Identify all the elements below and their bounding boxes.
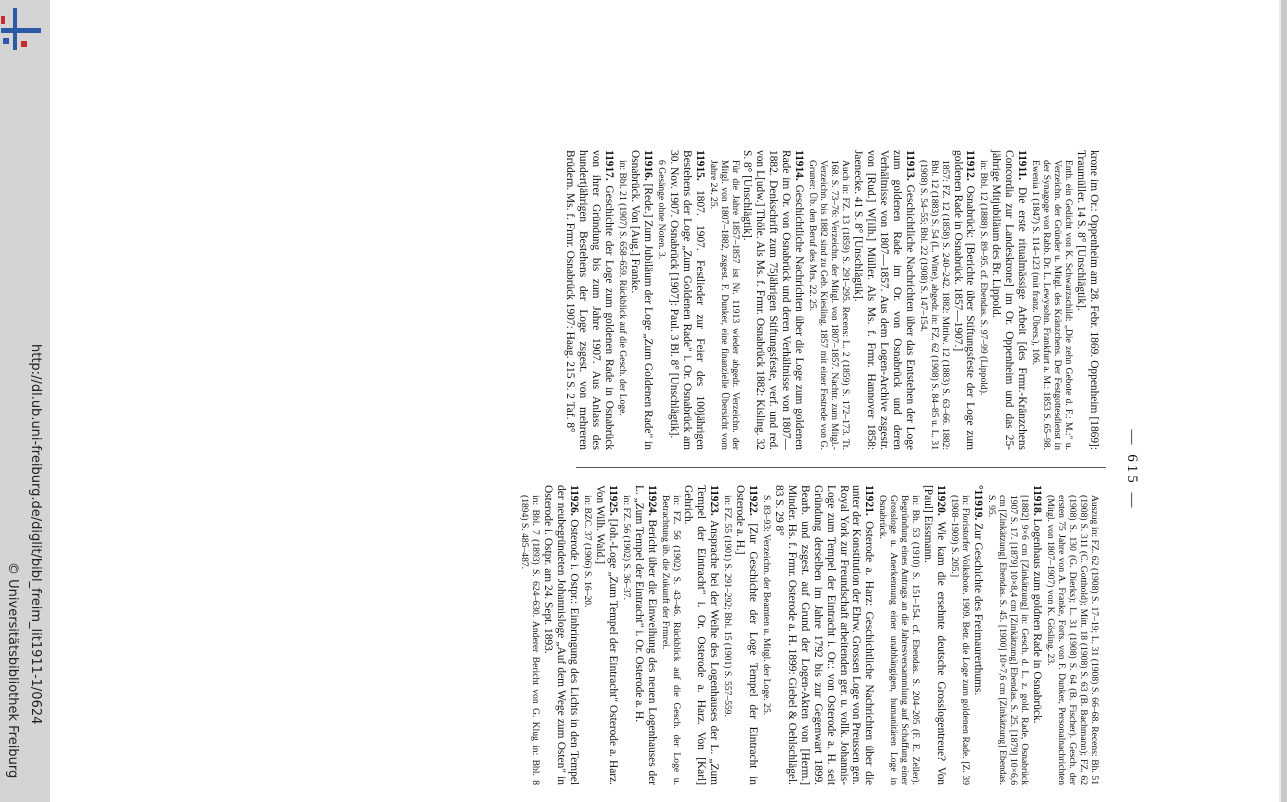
entry-note: Für die Jahre 1857–1857 ist Nr. 11913 wieder abgedr. Verzeichn. der Mitgl. von 1807–1882, zsgest. F. Dunker, eine finanzielle Übersicht vom Jahre 24. 25. xyxy=(707,160,741,450)
entry-note: in: Bh. 53 (1910) S. 151–154. cf. Ebendas. S. 204–205 (F. E. Zeller). Begründung eines Antrags an die Jahresversammlung auf Schaffung einer Grossloge u. Anerkennung einer unabhängigen, humanitären Loge in Osnabrück. xyxy=(877,495,922,785)
left-column xyxy=(561,150,1100,450)
entry-number: °11919. xyxy=(972,485,985,524)
entry-number: 11913. xyxy=(903,150,916,185)
entry-note: in: FZ. 56 (1902) S. 43–46. Rückblick auf die Gesch. der Loge u. Betrachtung üb. die Zukunft der Frmrei. xyxy=(659,495,682,785)
entry-note: S. 83–93: Verzeichn. der Beamten u. Mitgl. der Loge. 25. xyxy=(761,495,773,716)
entry-number: 11925. xyxy=(606,485,619,519)
scanned-page xyxy=(180,150,1140,790)
entry-number: 11924. xyxy=(645,485,658,520)
bibliography-entry xyxy=(582,485,619,785)
entry-note: Auch in: FZ. 13 (1859) S. 291–295. Recens: L. 2 (1859) S. 172–173. Tt. 168. S. 73–76: Verzeichn. der Mitgl. von 1807–1857. Nachtr. zum Mitgl.-Verzeichn. bis 1882 sind zu Geb. Kiesling. 1857 mit einer Festrede von G. Gruner: Üb. den Beruf des Mrs. 22. 25. xyxy=(807,160,852,450)
entry-number: 11915. xyxy=(693,150,706,191)
entry-title: [Joh.-Loge „Zum Tempel der Eintracht" Osterode a. Harz. Von Wilh. Wald.] xyxy=(593,485,619,785)
entry-title: krone im Or.: Oppenheim am 28. Febr. 1869. Oppenheim [1869]: Traumüller. 14 S. 8° [Unschlägtik]. xyxy=(1075,150,1100,450)
entry-number: 11917. xyxy=(603,150,616,186)
right-scrollbar[interactable] xyxy=(1281,0,1287,802)
entry-title: Geschichte der Loge zum goldenen Rade in Osnabrück von ihrer Gründung bis zum Jahre 1907. Aus Anlass des hundertjährigen Bestehens der Loge zsgest. von mehreren Brüdern. Ms. f. Frmr. Osnabrück 1907: Haag. 215 S. 2 Taf. 8° xyxy=(564,150,616,450)
bibliography-entry xyxy=(621,485,658,785)
entry-note: 1857: FZ. 12 (1858) S. 240–242. 1882: Mittlw. 12 (1883) S. 63–66. 1882: Bbl. 12 (1883) S. 54 (L. Witte), abgedr. in: FZ. 62 (1908) S. 84–85 u. L. 31 (1908) S. 54–55; Bbl. 22 (1908) S. 147–154. xyxy=(917,160,951,450)
entry-note: 6 Gesänge ohne Noten. 3. xyxy=(655,160,667,260)
entry-number: 11911. xyxy=(1016,150,1029,187)
entry-number: 11920. xyxy=(935,485,948,522)
entry-note: in: Floristorfer Volksbote. 1909. Betr. die Loge zum goldenen Rade. [Z. 39 (1908–1909) S. 205.] xyxy=(949,495,972,785)
entry-note: in: Bbl. 12 (1888) S. 89–95. cf. Ebendas. S. 97–99 (Lippold). xyxy=(978,160,990,396)
bibliography-entry xyxy=(656,150,706,450)
entry-title: Osterode a. Harz: Geschichtliche Nachrichten über die unter der Konstitution der Ehrw. Grossen Loge von Preussen gen. Royal York zur Freundschaft arbeitenden ger. u. vollk. Johannis-Loge zum Tempel der Eintracht i. Or.: von Osterode a. H. seit Gründung derselben im Jahre 1792 bis zur Gegenwart 1899. Bearb. und zsgest. auf Grund der Logen-Akten von [Herm.] Minder. Hs. f. Frmr. Osterode a. H. 1899: Giebel & Oehlschlägel. 83 S. 29 8° xyxy=(773,485,876,786)
entry-title: Wie kam die ersehnte deutsche Grosslogentreue? Von [Paul] Eissmann. xyxy=(922,485,948,785)
column-divider xyxy=(576,467,1106,468)
entry-note: in: BZC. 37 (1906) S. 16–20. xyxy=(581,495,593,608)
entry-title: Osterode i. Ostpr.: Einbringung des Lichts in den Tempel der neubegründeten Johannisloge „Auf dem Wege zum Osten" in Osterode i. Ostpr. am 24. Sept. 1893. xyxy=(542,485,580,785)
bibliography-entry xyxy=(877,485,947,785)
entry-note: in: FZ. 55 (1901) S. 291–292; Bbl. 15 (1901) S. 557–559. xyxy=(722,495,734,717)
bibliography-entry xyxy=(918,150,977,450)
entry-note: Auszug in: FZ. 62 (1908) S. 17–19; L. 31 (1908) S. 66–68. Recens: Bh. 51 (1908) S. 311 (C. Gotthold); Mitt. 18 (1908) S. 63 (B. Bachmann); FZ. 62 (1908) S. 130 (G. Dierks); L. 31 (1908) S. 64 (B. Fischer). Gesch. der ersten 75 Jahre von A. Franke, Forts. von F. Dunker, Personalnachrichten (Mitgl. von 1807–1907) von K. Gösling. 23. xyxy=(1045,495,1100,785)
entry-title: Zur Geschichte des Freimaurerthums. xyxy=(972,523,985,696)
page-number: — 615 — xyxy=(1124,429,1140,511)
entry-title: Geschichtliche Nachrichten über die Loge zum goldenen Rade im Or. von Osnabrück und deren Verhältnisse von 1807—1882. Denkschrift zum 75jährigen Stiftungsfeste, verf. und red. von L[udw.] Thöle. Als Ms. f. Frmr. Osnabrück 1882: Kisling. 32 S. 8° [Unschlägtik]. xyxy=(741,150,806,450)
entry-title: Ansprache bei der Weihe des Logenhauses der L. „Zum Tempel der Eintracht" i. Or. Osterode a. Harz. Von [Karl] Gehrich. xyxy=(682,485,721,785)
bibliography-entry xyxy=(1045,485,1100,785)
bibliography-entry xyxy=(986,485,1043,785)
right-column xyxy=(517,485,1100,785)
entry-number: 11918. xyxy=(1031,485,1043,519)
bibliography-entry xyxy=(761,485,875,785)
entry-number: 11922. xyxy=(747,485,760,524)
bibliography-entry xyxy=(519,485,580,785)
entry-title: Logenhaus zum goldnen Rade in Osnabrück. xyxy=(1031,518,1043,724)
bibliography-entry xyxy=(1030,150,1100,450)
document-url[interactable]: http://dl.ub.uni-freiburg.de/diglit/bibl_freim_lit1911-1/0624 xyxy=(28,344,43,725)
bibliography-entry xyxy=(708,150,806,450)
entry-note: Enth. ein Gedicht von K. Schwarzschild: „Die zehn Gebote d. F.: M.:" u. Verzeichn. der Gründer u. Mitgl. des Kränzchens. Der Festgottesdienst in der Synagoge von Rabb. Dr. L. Lewysohn. Frankfurt a. M.: 1853 S. 65–98. Ewenia 1 (1847) S. 114–123 (mit franz. Übers.), 106. xyxy=(1030,160,1075,450)
copyright-notice: © Universitätsbibliothek Freiburg xyxy=(5,562,20,779)
entry-note: in: Bbl. 7 (1893) S. 624–630. Anderer Bericht von G. Klug in: Bbl. 8 (1894) S. 485–487. xyxy=(519,495,542,785)
bibliography-entry xyxy=(949,485,984,785)
bibliography-entry xyxy=(722,485,759,785)
entry-number: 11914. xyxy=(793,150,806,185)
entry-note: in: FZ. 56 (1902) S. 36–37. xyxy=(620,495,632,601)
entry-title: Bericht über die Einweihung des neuen Logenhauses der L. „Zum Tempel der Eintracht" i. Or. Osterode a. H. xyxy=(632,485,658,785)
entry-number: 11916. xyxy=(641,150,654,184)
entry-number: 11912. xyxy=(964,150,977,186)
library-logo-icon xyxy=(1,8,41,50)
entry-title: 1807. 1907. Festlieder zur Feier des 100jährigen Bestehens der Loge „Zum Goldenen Rade" i. Or. Osnabrück am 30. Nov. 1907. Osnabrück [1907]: Paul. 3 Bl. 8° [Unschlägtik]. xyxy=(667,150,706,450)
entry-title: Osnabrück: [Berichte über Stiftungsfeste der Loge zum goldenen Rade in Osnabrück. 1857—1907.] xyxy=(951,150,977,451)
bibliography-entry xyxy=(978,150,1028,450)
bibliography-entry xyxy=(563,150,615,450)
entry-note: [1882] 9×6 cm [Zinkätzung] in: Gesch. d. L. z. gold. Rade, Osnabrück 1907 S. 17. [1879] 10×8,4 cm [Zinkätzung] Ebendas. S. 25. [1879] 10×6,6 cm [Zinkätzung] Ebendas. S. 45. [1900] 10×7,6 cm [Zinkätzung] Ebendas. S. 95. xyxy=(986,495,1031,785)
entry-number: 11921. xyxy=(863,485,876,522)
entry-number: 11926. xyxy=(567,485,580,520)
bibliography-entry xyxy=(617,150,654,450)
entry-title: Geschichtliche Nachrichten über das Entstehen der Loge zum goldenen Rade im Or. von Osnabrück und deren Verhältnisse von 1807—1857. Aus dem Logen-Archive zsgestr. von [Rud.] W[ilh.] Müller. Als Ms. f. Frmr. Hannover 1858: Jaenecke. 41 S. 8° [Unschlägtik]. xyxy=(852,150,916,450)
bibliography-entry xyxy=(660,485,721,785)
entry-title: Die erste ritualmässige Arbeit [des Frmr.-Kränzchens Concordia zur Landeskrone] im Or. Oppenheim und das 25-jährige Mitjubiläum des Br. Lippold. xyxy=(990,150,1029,450)
entry-number: 11923. xyxy=(708,485,721,520)
bibliography-entry xyxy=(807,150,916,450)
entry-title: [Zur Geschichte der Loge Tempel der Eintracht in Osterode a. H.] xyxy=(734,485,760,785)
entry-note: in: Bbl. 21 (1907) S. 658–659. Rückblick auf die Gesch. der Loge. xyxy=(617,160,629,416)
entry-title: [Rede.] Zum Jubiläum der Loge „Zum Goldenen Rade" in Osnabrück. Von [Aug.] Franke. xyxy=(628,150,654,450)
